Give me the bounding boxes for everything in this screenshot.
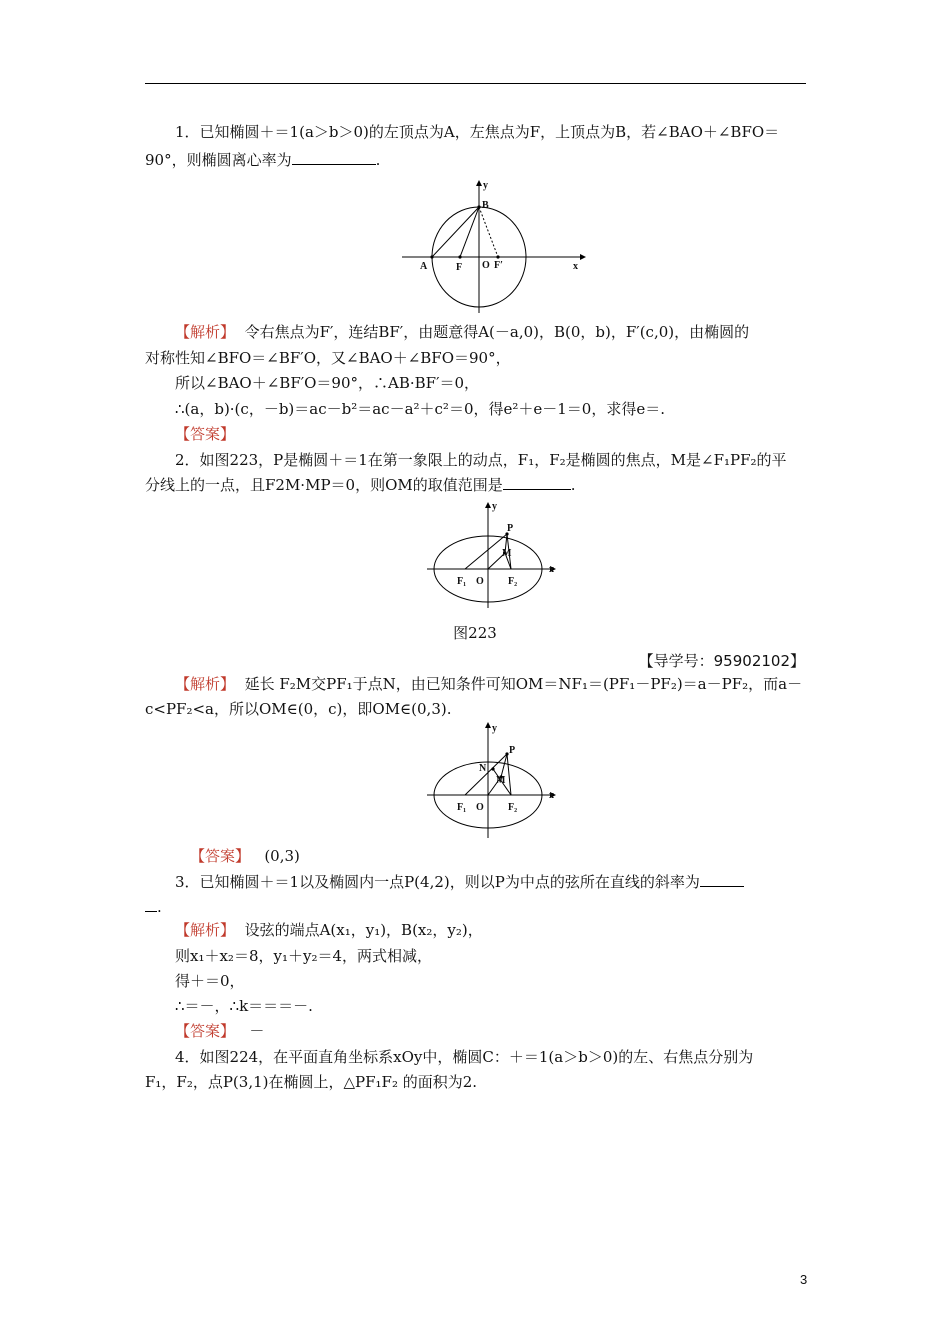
q1-solution-line1: 【解析】 令右焦点为F′，连结BF′，由题意得A(－a,0)，B(0，b)，F′(c,0)，由椭圆的 — [175, 323, 750, 341]
q3-answer: 【答案】 － — [175, 1022, 265, 1040]
point-M-label: M — [496, 775, 506, 786]
q1-line1: 1．已知椭圆＋＝1(a＞b＞0)的左顶点为A，左焦点为F，上顶点为B，若∠BAO＋∠BFO＝ — [175, 123, 780, 141]
q2-solution-figure — [425, 722, 565, 842]
point-F1-label: F₁ — [457, 802, 467, 813]
header-rule — [145, 83, 806, 84]
x-axis-label: x — [549, 564, 554, 575]
q1-figure — [400, 176, 600, 316]
point-F1-label: F₁ — [457, 576, 467, 587]
q3-solution-line1: 【解析】 设弦的端点A(x₁，y₁)，B(x₂，y₂)， — [175, 921, 483, 939]
q2-figure — [425, 496, 565, 616]
point-B-label: B — [482, 200, 489, 211]
solution-tag: 【解析】 — [175, 675, 236, 693]
q4-line1: 4．如图224，在平面直角坐标系xOy中，椭圆C：＋＝1(a＞b＞0)的左、右焦点分别为 — [175, 1048, 754, 1066]
q2-line2: 分线上的一点，且F2M·MP＝0，则OM的取值范围是 . — [145, 476, 576, 494]
answer-blank — [700, 886, 744, 887]
q3-solution-line4: ∴＝－，∴k＝＝＝－. — [175, 997, 313, 1015]
guide-number: 【导学号：95902102】 — [638, 652, 805, 670]
q1-solution-line4: ∴(a，b)·(c，－b)＝ac－b²＝ac－a²＋c²＝0，得e²＋e－1＝0，求得e＝. — [175, 400, 665, 418]
x-axis-label: x — [573, 261, 578, 272]
point-O-label: O — [482, 260, 490, 271]
q1-line2: 90°，则椭圆离心率为 . — [145, 151, 381, 169]
q2-solution-line2: c<PF₂<a，所以OM∈(0，c)，即OM∈(0,3). — [145, 700, 452, 718]
point-M-label: M — [502, 548, 512, 559]
q4-line2: F₁，F₂，点P(3,1)在椭圆上，△PF₁F₂ 的面积为2. — [145, 1073, 478, 1091]
q3-solution-line2: 则x₁＋x₂＝8，y₁＋y₂＝4，两式相减， — [175, 947, 433, 965]
x-axis-label: x — [549, 790, 554, 801]
q3-line1: 3．已知椭圆＋＝1以及椭圆内一点P(4,2)，则以P为中点的弦所在直线的斜率为 — [175, 871, 744, 893]
y-axis-label: y — [483, 180, 488, 191]
q3-solution-line3: 得＋＝0， — [175, 972, 245, 990]
solution-tag: 【解析】 — [175, 921, 236, 939]
point-P-label: P — [507, 523, 514, 534]
point-O-label: O — [476, 576, 484, 587]
point-N-label: N — [479, 763, 487, 774]
answer-blank — [292, 164, 376, 165]
q2-line1: 2．如图223，P是椭圆＋＝1在第一象限上的动点，F₁，F₂是椭圆的焦点，M是∠F₁PF₂的平 — [175, 451, 787, 469]
q1-answer-tag: 【答案】 — [175, 425, 236, 443]
point-O-label: O — [476, 802, 484, 813]
y-axis-label: y — [492, 723, 497, 734]
q1-solution-line2: 对称性知∠BFO＝∠BF′O，又∠BAO＋∠BFO＝90°， — [145, 349, 511, 367]
point-F-label: F — [456, 262, 463, 273]
q1-solution-line3: 所以∠BAO＋∠BF′O＝90°，∴AB·BF′＝0， — [175, 374, 480, 392]
answer-blank-cont — [145, 911, 157, 912]
answer-blank — [503, 489, 571, 490]
q2-solution-line1: 【解析】 延长 F₂M交PF₁于点N，由已知条件可知OM＝NF₁＝(PF₁－PF₂)＝a－PF₂，而a－ — [175, 675, 803, 693]
point-A-label: A — [420, 261, 428, 272]
point-F2-label: F₂ — [508, 576, 518, 587]
figure-caption: 图223 — [453, 624, 497, 642]
q3-line2: . — [145, 896, 162, 918]
point-Fprime-label: F′ — [494, 260, 503, 271]
point-F2-label: F₂ — [508, 802, 518, 813]
y-axis-label: y — [492, 501, 497, 512]
q2-answer: 【答案】 (0,3) — [190, 847, 300, 865]
solution-tag: 【解析】 — [175, 323, 236, 341]
point-P-label: P — [509, 745, 516, 756]
page-number: 3 — [800, 1272, 808, 1287]
